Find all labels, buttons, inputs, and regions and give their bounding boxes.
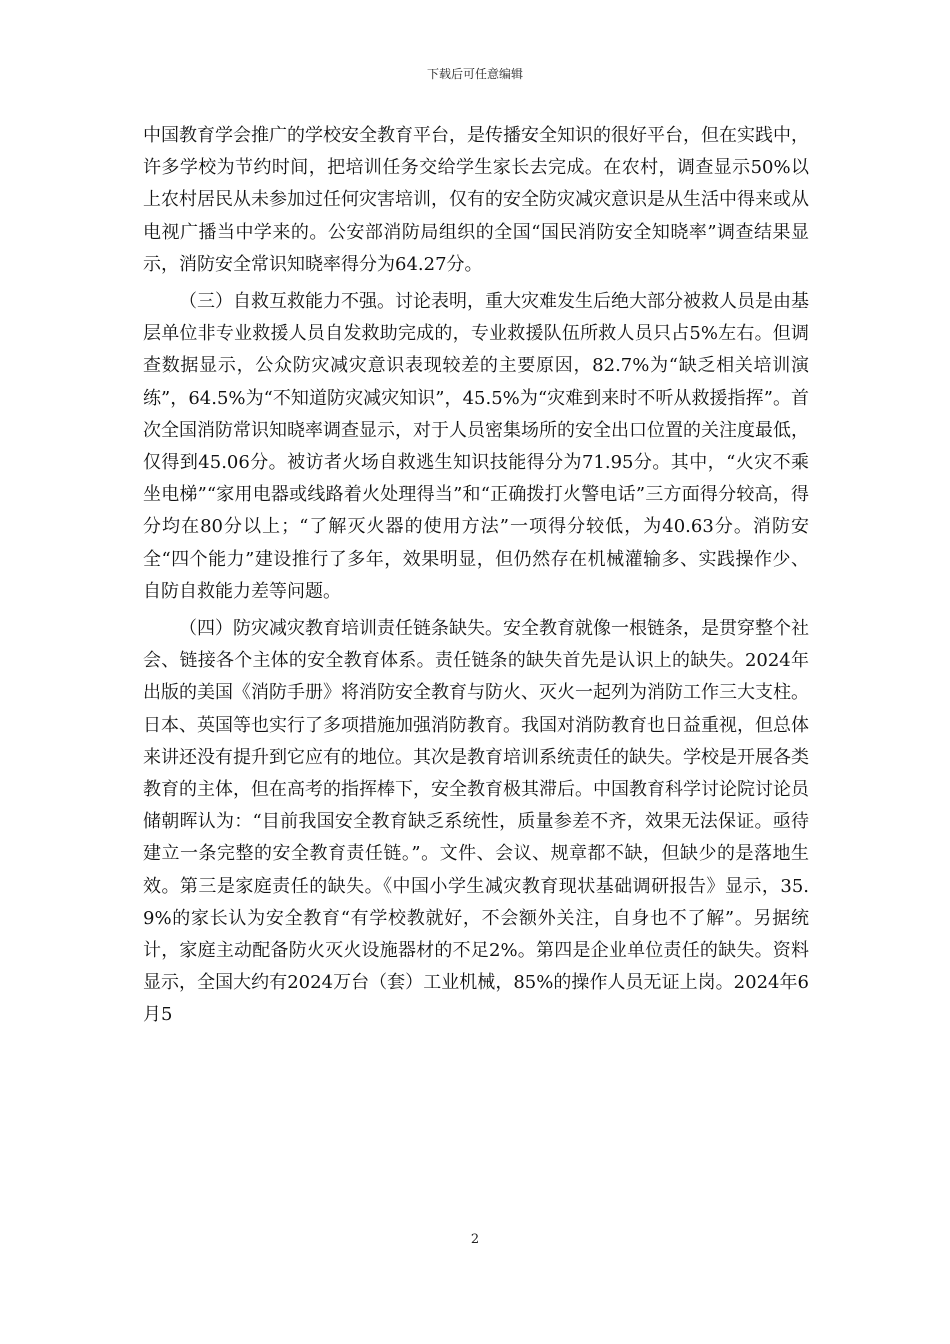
paragraph-continuation: 中国教育学会推广的学校安全教育平台，是传播安全知识的很好平台，但在实践中，许多学校为节约时间，把培训任务交给学生家长去完成。在农村，调查显示50%以上农村居民从未参加过任何灾害培训，仅有的安全防灾减灾意识是从生活中得来或从电视广播当中学来的。公安部消防局组织的全国“国民消防安全知晓率”调查结果显示，消防安全常识知晓率得分为64.27分。	[143, 125, 809, 275]
paragraph-section-4: （四）防灾减灾教育培训责任链条缺失。安全教育就像一根链条，是贯穿整个社会、链接各个主体的安全教育体系。责任链条的缺失首先是认识上的缺失。2024年出版的美国《消防手册》将消防安全教育与防火、灭火一起列为消防工作三大支柱。日本、英国等也实行了多项措施加强消防教育。我国对消防教育也日益重视，但总体来讲还没有提升到它应有的地位。其次是教育培训系统责任的缺失。学校是开展各类教育的主体，但在高考的指挥棒下，安全教育极其滞后。中国教育科学讨论院讨论员储朝晖认为：“目前我国安全教育缺乏系统性，质量参差不齐，效果无法保证。亟待建立一条完整的安全教育责任链。”。文件、会议、规章都不缺，但缺少的是落地生效。第三是家庭责任的缺失。《中国小学生减灾教育现状基础调研报告》显示，35.9%的家长认为安全教育“有学校教就好，不会额外关注，自身也不了解”。另据统计，家庭主动配备防火灭火设施器材的不足2%。第四是企业单位责任的缺失。资料显示，全国大约有2024万台（套）工业机械，85%的操作人员无证上岗。2024年6月5	[143, 618, 809, 1026]
paragraph-section-3: （三）自救互救能力不强。讨论表明，重大灾难发生后绝大部分被救人员是由基层单位非专业救援人员自发救助完成的，专业救援队伍所救人员只占5%左右。但调查数据显示，公众防灾减灾意识表现较差的主要原因，82.7%为“缺乏相关培训演练”，64.5%为“不知道防灾减灾知识”，45.5%为“灾难到来时不听从救援指挥”。首次全国消防常识知晓率调查显示，对于人员密集场所的安全出口位置的关注度最低，仅得到45.06分。被访者火场自救逃生知识技能得分为71.95分。其中，“火灾不乘坐电梯”“家用电器或线路着火处理得当”和“正确拨打火警电话”三方面得分较高，得分均在80分以上；“了解灭火器的使用方法”一项得分较低，为40.63分。消防安全“四个能力”建设推行了多年，效果明显，但仍然存在机械灌输多、实践操作少、自防自救能力差等问题。	[143, 291, 809, 602]
document-body	[143, 120, 809, 1032]
page-header: 下载后可任意编辑	[426, 67, 523, 81]
page-number: 2	[470, 1232, 480, 1247]
